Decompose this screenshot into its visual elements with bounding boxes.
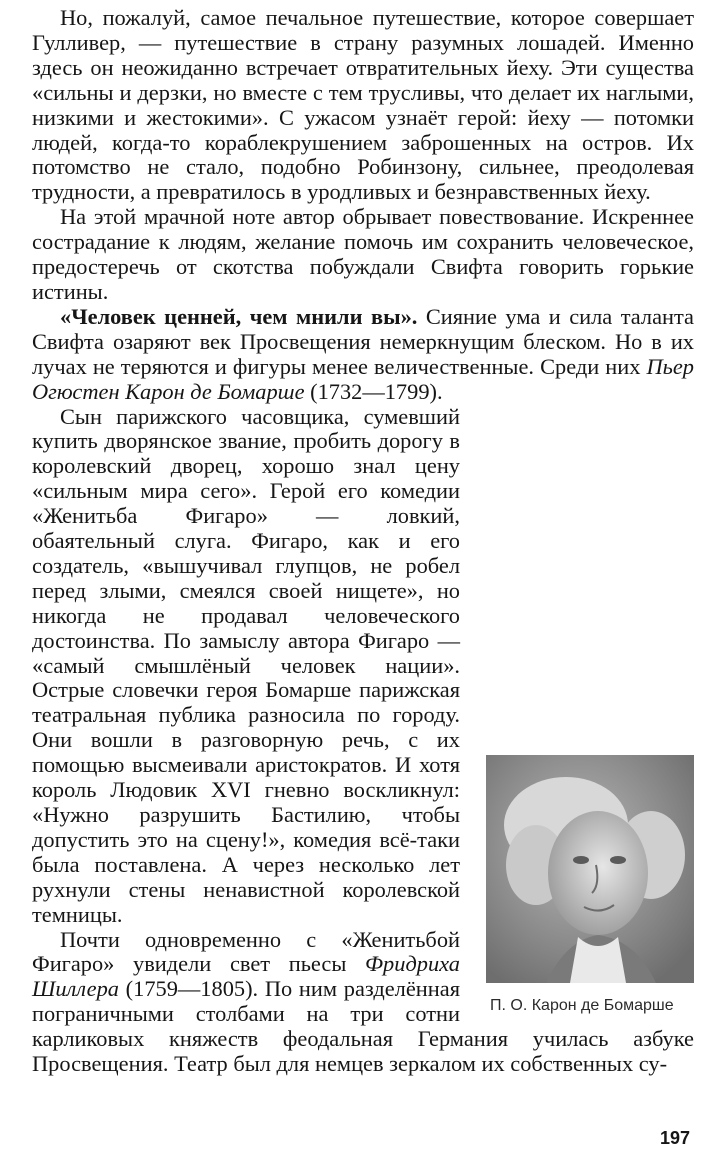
schiller-text-before: Почти одновременно с «Женитьбой Фигаро» увидели свет пьесы: [32, 926, 460, 977]
schiller-text-after: (1759—1805). По ним разделённая пограничными столбами на три сотни карликовых княжеств феодальная Германия училась азбуке Просвещения. Театр был для немцев зеркалом их собственных су-: [32, 976, 694, 1077]
section-text-before: Сияние ума и сила таланта Свифта озаряют век Просвещения немеркнущим блеском. Но в их лучах не теряются и фигуры менее величественные. Среди них: [32, 303, 694, 379]
page-number: 197: [659, 1128, 690, 1148]
paragraph-figaro: Сын парижского часовщика, сумевший купить дворянское звание, пробить дорогу в королевский дворец, хорошо знал цену «сильным мира сего». Герой его комедии «Женитьба Фигаро» — ловкий, обаятельный слуга. Фигаро, как и его создатель, «вышучивал глупцов, не робел перед злыми, смеялся своей нищете», но никогда не продавал человеческого достоинства. По замыслу автора Фигаро — «самый смышлёный человек нации». Острые словечки героя Бомарше парижская театральная публика разносила по городу. Они вошли в разговорную речь, с их помощью высмеивали аристократов. И хотя король Людовик XVI гневно воскликнул: «Нужно разрушить Бастилию, чтобы допустить это на сцену!», комедия всё-таки была поставлена. А через несколько лет рухнули стены ненавистной королевской темницы.: [32, 403, 460, 927]
section-text-after: (1732—1799).: [304, 378, 443, 404]
portrait-caption: П. О. Карон де Бомарше: [490, 996, 674, 1014]
portrait-image: [486, 755, 694, 983]
beaumarchais-name: Пьер Огюстен Карон де Бомарше: [32, 353, 694, 404]
paragraph-gulliver: Но, пожалуй, самое печальное путешествие, которое совершает Гулливер, — путешествие в страну разумных лошадей. Именно здесь он неожиданно встречает отвратительных йеху. Эти существа «сильны и дерзки, но вместе с тем трусливы, что делает их наглыми, низкими и жестокими». С ужасом узнаёт герой: йеху — потомки людей, когда-то кораблекрушением заброшенных на остров. Их потомство не стало, подобно Робинзону, сильнее, преодолевая трудности, а превратилось в уродливых и безнравственных йеху.: [32, 5, 694, 205]
paragraph-beaumarchais-intro: [32, 305, 694, 405]
section-heading: «Человек ценней, чем мнили вы».: [60, 303, 418, 329]
paragraph-swift-conclusion: На этой мрачной ноте автор обрывает повествование. Искреннее сострадание к людям, желание помочь им сохранить человеческое, предостеречь от скотства побуждали Свифта говорить горькие истины.: [32, 204, 694, 304]
schiller-name: Фридриха Шиллера: [32, 951, 460, 1002]
page-text: [32, 0, 694, 1077]
portrait-figure: [486, 755, 694, 1017]
beaumarchais-portrait: [486, 755, 694, 983]
